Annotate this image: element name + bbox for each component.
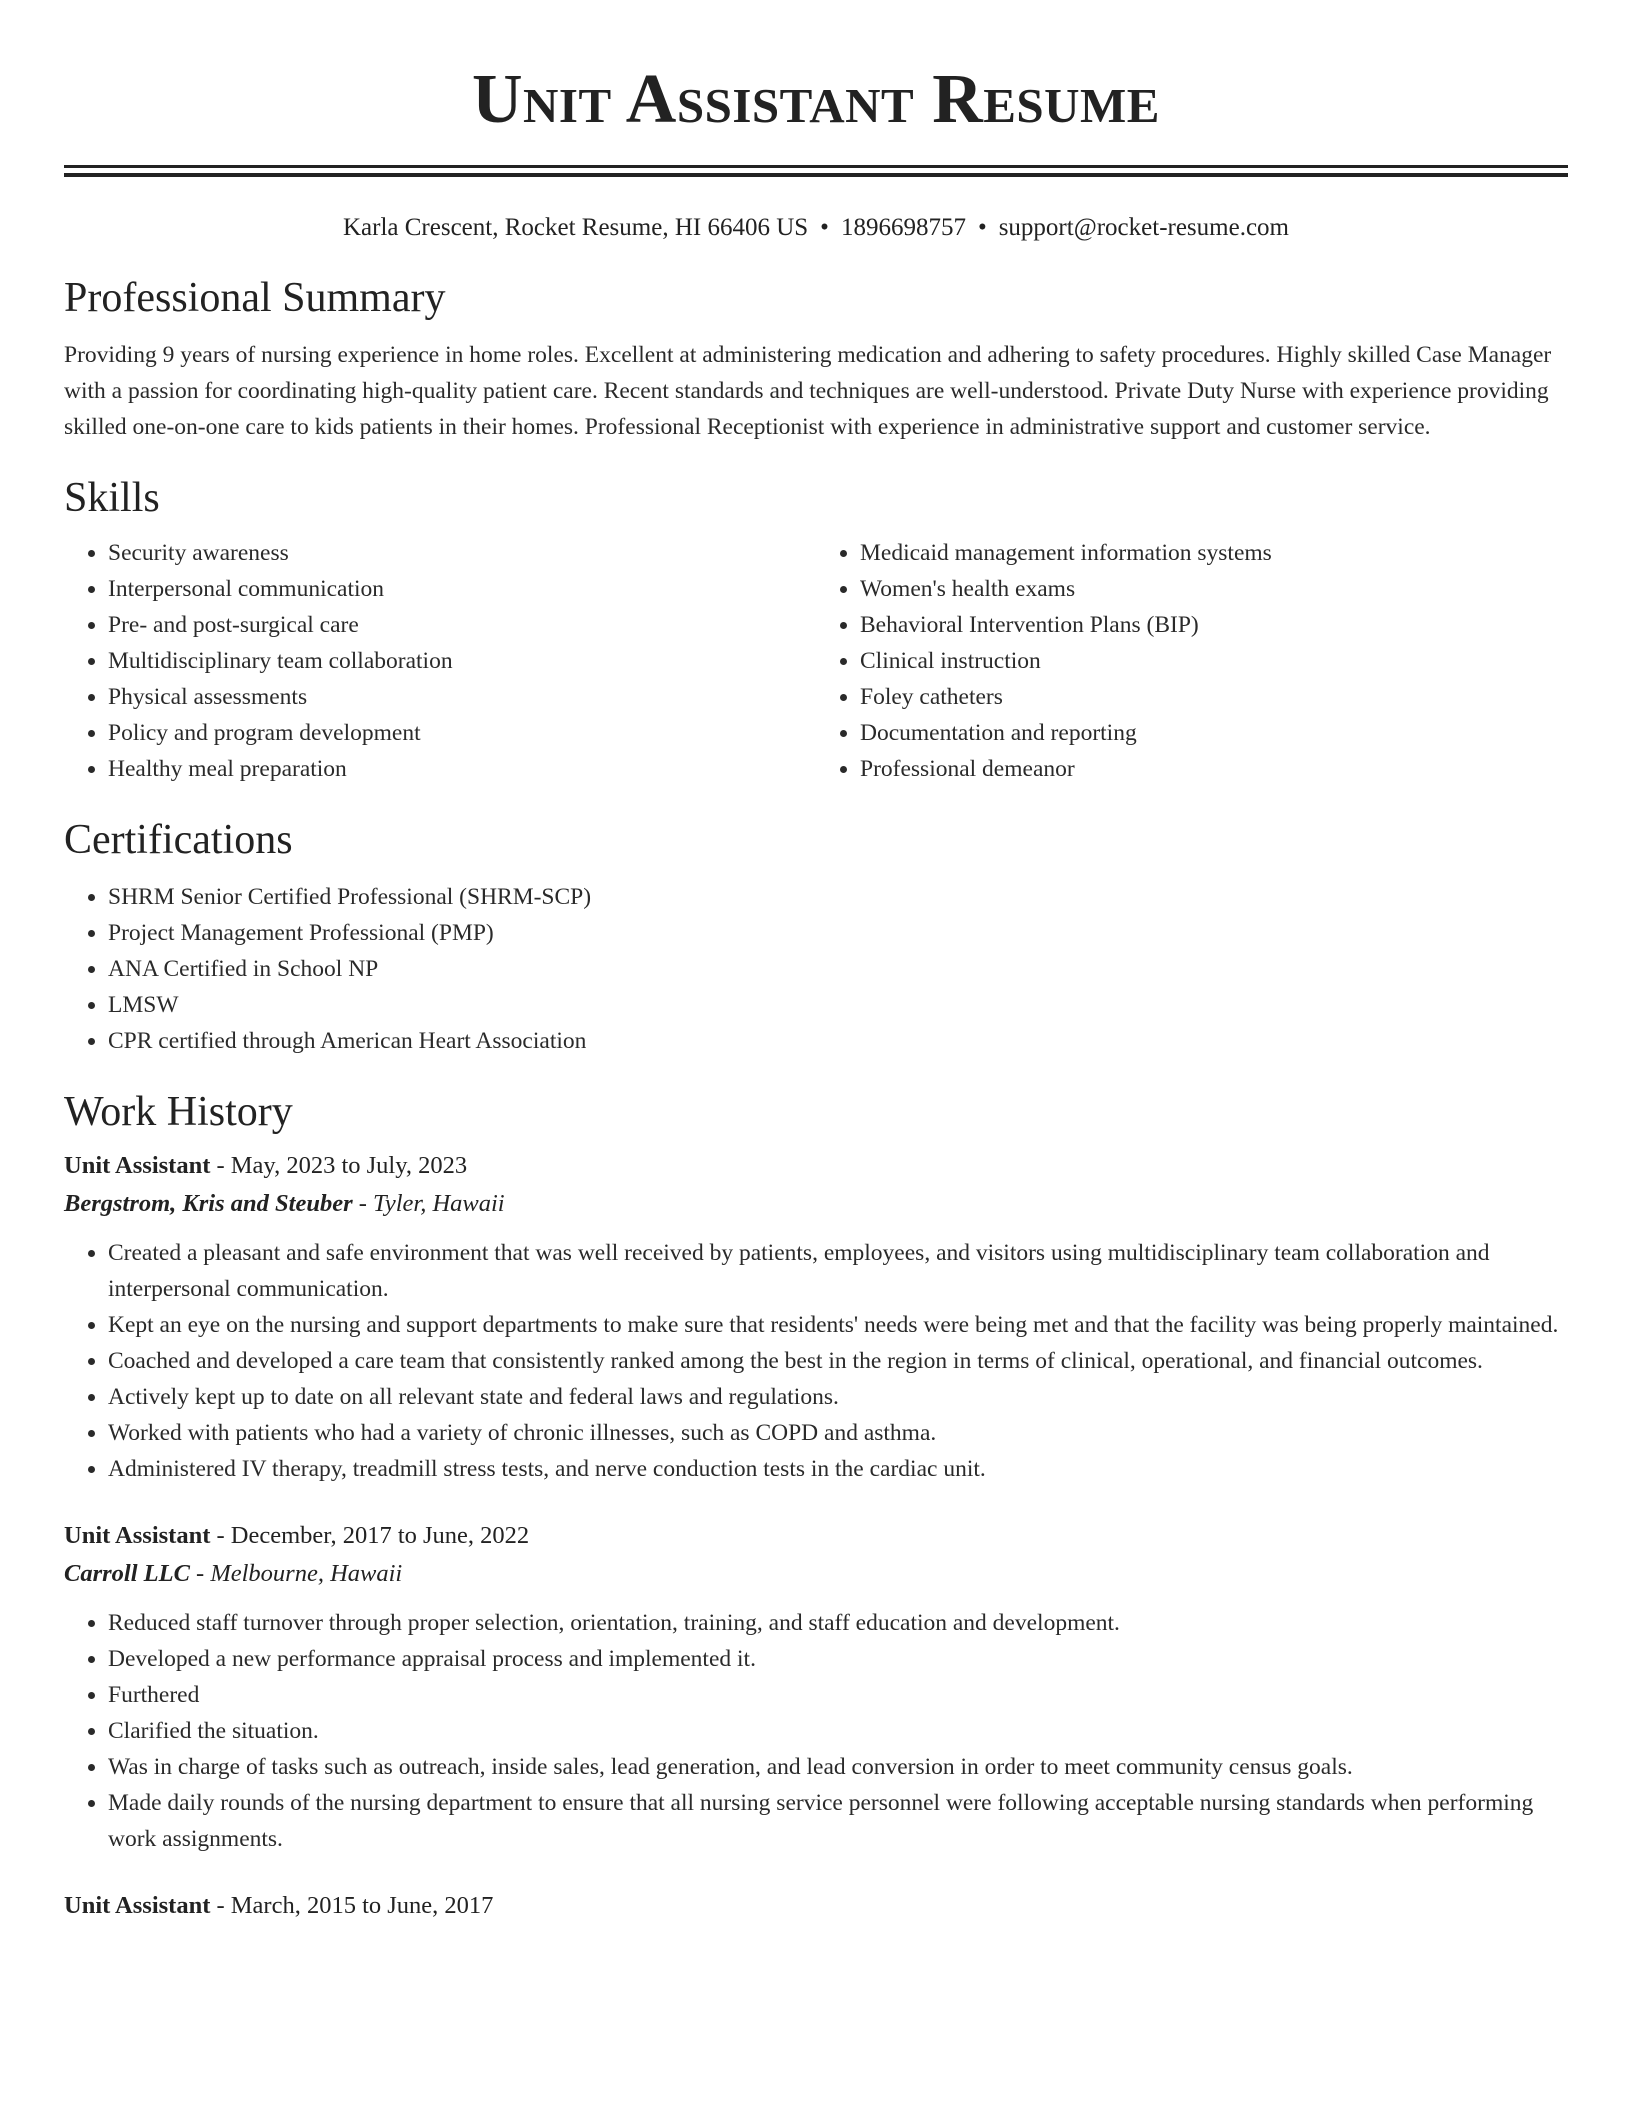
job-bullet: • Created a pleasant and safe environment that was well received by patients, employees, and visitors using multidisciplinary team collaboration and interpersonal communication.: [108, 1235, 1568, 1307]
job-bullet: • Worked with patients who had a variety of chronic illnesses, such as COPD and asthma.: [108, 1415, 1568, 1451]
job-location: - Melbourne, Hawaii: [196, 1560, 403, 1587]
job-bullet: • Made daily rounds of the nursing department to ensure that all nursing service personnel were following acceptable nursing standards when performing work assignments.: [108, 1785, 1568, 1857]
skill-item: • Women's health exams: [860, 571, 1568, 607]
job-bullet: • Coached and developed a care team that consistently ranked among the best in the region in terms of clinical, operational, and financial outcomes.: [108, 1343, 1568, 1379]
contact-phone: 1896698757: [840, 214, 966, 241]
job-bullet: • Administered IV therapy, treadmill stress tests, and nerve conduction tests in the cardiac unit.: [108, 1451, 1568, 1487]
job-company-line: [64, 1185, 1568, 1223]
title-divider-bottom: [64, 173, 1568, 177]
job-dates: - December, 2017 to June, 2022: [216, 1522, 530, 1549]
contact-line: [64, 213, 1568, 243]
job-bullet: • Furthered: [108, 1677, 1568, 1713]
work-history-heading: Work History: [64, 1089, 293, 1135]
job-company: Bergstrom, Kris and Steuber: [64, 1190, 353, 1217]
job-role: Unit Assistant: [64, 1152, 211, 1179]
job-entry: [64, 1517, 1568, 1857]
certification-item: • Project Management Professional (PMP): [108, 915, 1568, 951]
skill-item: • Interpersonal communication: [108, 571, 816, 607]
job-entry: [64, 1887, 1568, 1925]
job-company: Carroll LLC: [64, 1560, 190, 1587]
skill-item: • Multidisciplinary team collaboration: [108, 643, 816, 679]
job-role: Unit Assistant: [64, 1522, 211, 1549]
job-title-line: [64, 1147, 1568, 1185]
summary-heading: Professional Summary: [64, 275, 446, 321]
skill-item: • Policy and program development: [108, 715, 816, 751]
job-title-line: [64, 1517, 1568, 1555]
job-dates: - March, 2015 to June, 2017: [216, 1892, 494, 1919]
certification-item: • SHRM Senior Certified Professional (SHRM-SCP): [108, 879, 1568, 915]
job-bullets: [64, 1605, 1568, 1857]
skill-item: • Physical assessments: [108, 679, 816, 715]
job-bullet: • Actively kept up to date on all relevant state and federal laws and regulations.: [108, 1379, 1568, 1415]
skill-item: • Behavioral Intervention Plans (BIP): [860, 607, 1568, 643]
summary-section: [64, 273, 1568, 445]
skills-list-right: [816, 535, 1568, 787]
job-bullet: • Reduced staff turnover through proper selection, orientation, training, and staff education and development.: [108, 1605, 1568, 1641]
resume-title: Unit Assistant Resume: [471, 61, 1160, 138]
certification-item: • CPR certified through American Heart Association: [108, 1023, 1568, 1059]
skill-item: • Professional demeanor: [860, 751, 1568, 787]
summary-text: Providing 9 years of nursing experience in home roles. Excellent at administering medication and adhering to safety procedures. Highly skilled Case Manager with a passion for coordinating high-quality patient care. Recent standards and techniques are well-understood. Private Duty Nurse with experience providing skilled one-on-one care to kids patients in their homes. Professional Receptionist with experience in administrative support and customer service.: [64, 342, 1552, 440]
skills-heading: Skills: [64, 475, 160, 521]
job-bullet: • Was in charge of tasks such as outreach, inside sales, lead generation, and lead conversion in order to meet community census goals.: [108, 1749, 1568, 1785]
job-dates: - May, 2023 to July, 2023: [216, 1152, 468, 1179]
certification-item: • LMSW: [108, 987, 1568, 1023]
skill-item: • Clinical instruction: [860, 643, 1568, 679]
skill-item: • Healthy meal preparation: [108, 751, 816, 787]
skills-columns: [64, 535, 1568, 787]
job-company-line: [64, 1555, 1568, 1593]
certifications-heading: Certifications: [64, 817, 293, 863]
skill-item: • Foley catheters: [860, 679, 1568, 715]
skills-list-left: [64, 535, 816, 787]
job-bullet: • Kept an eye on the nursing and support departments to make sure that residents' needs were being met and that the facility was being properly maintained.: [108, 1307, 1568, 1343]
skill-item: • Documentation and reporting: [860, 715, 1568, 751]
skill-item: • Pre- and post-surgical care: [108, 607, 816, 643]
contact-separator: •: [977, 214, 987, 241]
skill-item: • Security awareness: [108, 535, 816, 571]
skills-section: [64, 473, 1568, 787]
title-divider-top: [64, 165, 1568, 168]
certification-item: • ANA Certified in School NP: [108, 951, 1568, 987]
job-title-line: [64, 1887, 1568, 1925]
job-role: Unit Assistant: [64, 1892, 211, 1919]
certifications-section: [64, 815, 1568, 1059]
job-bullet: • Clarified the situation.: [108, 1713, 1568, 1749]
job-entry: [64, 1147, 1568, 1487]
job-bullets: [64, 1235, 1568, 1487]
contact-separator: •: [820, 214, 829, 241]
skill-item: • Medicaid management information systems: [860, 535, 1568, 571]
contact-address: Karla Crescent, Rocket Resume, HI 66406 US: [342, 214, 809, 241]
work-history-section: [64, 1087, 1568, 1925]
certifications-list: [64, 879, 1568, 1059]
job-location: - Tyler, Hawaii: [358, 1190, 505, 1217]
contact-email: support@rocket-resume.com: [998, 214, 1289, 241]
job-bullet: • Developed a new performance appraisal process and implemented it.: [108, 1641, 1568, 1677]
